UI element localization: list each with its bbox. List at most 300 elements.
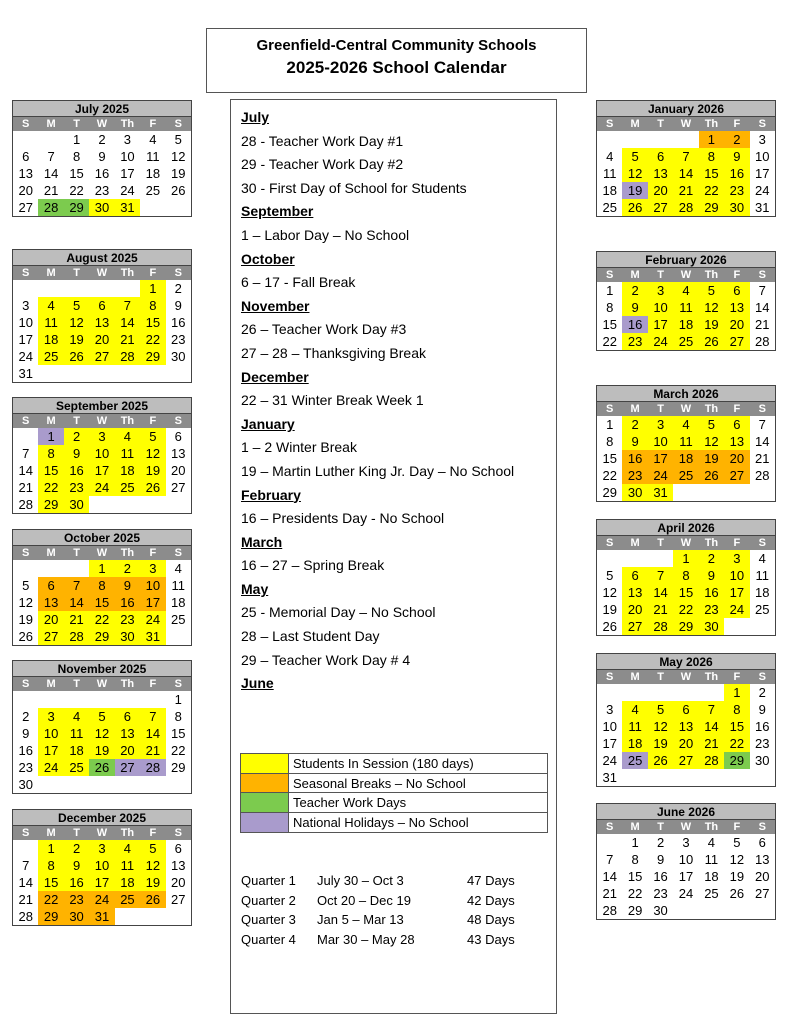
day-cell: 3	[724, 550, 749, 567]
weekday-label: Th	[120, 547, 135, 559]
day-cell: 11	[146, 149, 160, 164]
weekday-label: S	[22, 118, 30, 130]
day-cell: 25	[64, 759, 89, 776]
month-title: June 2026	[597, 804, 775, 820]
empty-day-cell	[64, 280, 89, 297]
weekday-label: T	[657, 821, 664, 833]
month-calendar	[596, 251, 776, 351]
day-cell: 24	[678, 886, 694, 901]
day-cell: 5	[140, 840, 165, 857]
day-cell: 21	[699, 735, 724, 752]
weekday-label: W	[96, 827, 108, 839]
day-cell: 9	[64, 857, 89, 874]
day-cell: 29	[602, 485, 617, 500]
day-cell: 20	[115, 742, 140, 759]
weekday-label: W	[680, 269, 692, 281]
empty-day-cell	[64, 691, 89, 708]
day-cell: 16	[171, 315, 186, 330]
day-cell: 8	[673, 567, 698, 584]
day-cell: 10	[648, 299, 673, 316]
week-row	[13, 776, 191, 793]
day-cell: 31	[18, 366, 33, 381]
empty-day-cell	[115, 908, 140, 925]
week-row	[13, 348, 191, 365]
day-cell: 22	[699, 182, 724, 199]
day-cell: 14	[18, 875, 33, 890]
weekday-label: W	[680, 821, 692, 833]
empty-day-cell	[38, 560, 63, 577]
day-cell: 16	[653, 869, 668, 884]
day-cell: 23	[115, 611, 140, 628]
week-row	[597, 550, 775, 567]
empty-day-cell	[597, 550, 622, 567]
day-cell: 23	[18, 760, 33, 775]
day-cell: 24	[18, 349, 33, 364]
day-cell: 29	[64, 199, 89, 216]
day-cell: 25	[115, 479, 140, 496]
day-cell: 23	[622, 467, 647, 484]
day-cell: 16	[18, 743, 33, 758]
day-cell: 6	[724, 282, 749, 299]
empty-day-cell	[597, 834, 622, 851]
week-row	[13, 759, 191, 776]
empty-day-cell	[166, 365, 191, 382]
day-cell: 12	[602, 585, 617, 600]
empty-day-cell	[38, 365, 63, 382]
empty-day-cell	[166, 908, 191, 925]
day-cell: 1	[174, 692, 182, 707]
day-cell: 4	[149, 132, 157, 147]
day-cell: 27	[38, 628, 63, 645]
week-row	[13, 428, 191, 445]
month-title: April 2026	[597, 520, 775, 536]
weekday-header	[597, 268, 775, 282]
day-cell: 20	[38, 611, 63, 628]
week-row	[13, 280, 191, 297]
quarter-summary	[241, 871, 541, 949]
day-cell: 14	[699, 718, 724, 735]
day-cell: 1	[699, 131, 724, 148]
day-cell: 9	[724, 148, 749, 165]
day-cell: 31	[140, 628, 165, 645]
day-cell: 2	[64, 840, 89, 857]
event-list	[241, 106, 551, 696]
event-item: 27 – 28 – Thanksgiving Break	[241, 344, 426, 361]
weekday-label: Th	[120, 267, 135, 279]
day-cell: 14	[43, 166, 59, 181]
weekday-label: S	[758, 403, 766, 415]
week-row	[597, 433, 775, 450]
quarter-range: Jan 5 – Mar 13	[317, 912, 404, 927]
quarter-row	[241, 930, 541, 950]
event-month-heading: October	[241, 250, 295, 267]
week-row	[13, 577, 191, 594]
day-cell: 5	[22, 578, 30, 593]
event-item: 1 – 2 Winter Break	[241, 439, 357, 456]
quarter-range: July 30 – Oct 3	[317, 873, 404, 888]
day-cell: 27	[755, 886, 770, 901]
weekday-label: F	[733, 269, 741, 281]
month-calendar	[12, 529, 192, 646]
day-cell: 8	[38, 445, 63, 462]
day-cell: 5	[733, 835, 741, 850]
weekday-label: S	[174, 547, 182, 559]
day-cell: 13	[755, 852, 770, 867]
day-cell: 7	[648, 567, 673, 584]
week-row	[13, 742, 191, 759]
day-cell: 6	[648, 148, 673, 165]
week-row	[13, 840, 191, 857]
day-cell: 30	[622, 484, 647, 501]
day-cell: 11	[171, 578, 186, 593]
day-cell: 30	[699, 618, 724, 635]
week-row	[597, 885, 775, 902]
day-cell: 8	[89, 577, 114, 594]
empty-day-cell	[673, 769, 698, 786]
day-cell: 18	[673, 316, 698, 333]
weekday-label: S	[606, 118, 614, 130]
day-cell: 14	[755, 300, 770, 315]
day-cell: 5	[89, 708, 114, 725]
day-cell: 17	[89, 462, 114, 479]
month-calendar	[12, 397, 192, 514]
day-cell: 11	[673, 299, 698, 316]
day-cell: 12	[140, 445, 165, 462]
month-calendar	[596, 385, 776, 502]
month-calendar	[596, 519, 776, 636]
empty-day-cell	[750, 484, 775, 501]
day-cell: 12	[89, 725, 114, 742]
week-row	[13, 891, 191, 908]
day-cell: 22	[602, 334, 617, 349]
week-row	[13, 445, 191, 462]
day-cell: 22	[69, 183, 84, 198]
day-cell: 29	[673, 618, 698, 635]
weekday-label: Th	[704, 537, 719, 549]
day-cell: 3	[758, 132, 766, 147]
week-row	[597, 316, 775, 333]
day-cell: 26	[699, 467, 724, 484]
week-row	[597, 601, 775, 618]
day-cell: 29	[89, 628, 114, 645]
event-month-heading: January	[241, 415, 295, 432]
day-cell: 9	[22, 726, 30, 741]
weekday-header	[597, 536, 775, 550]
week-row	[13, 462, 191, 479]
day-cell: 15	[69, 166, 84, 181]
day-cell: 11	[755, 568, 770, 583]
day-cell: 27	[171, 892, 186, 907]
day-cell: 15	[699, 165, 724, 182]
day-cell: 7	[140, 708, 165, 725]
empty-day-cell	[699, 902, 724, 919]
legend-swatch	[241, 774, 289, 793]
quarter-days: 47 Days	[467, 873, 515, 888]
day-cell: 3	[123, 132, 132, 147]
day-cell: 12	[729, 852, 745, 867]
day-cell: 17	[89, 874, 114, 891]
empty-day-cell	[115, 365, 140, 382]
day-cell: 7	[115, 297, 140, 314]
empty-day-cell	[89, 691, 114, 708]
empty-day-cell	[140, 691, 165, 708]
day-cell: 13	[724, 433, 749, 450]
empty-day-cell	[89, 776, 114, 793]
day-cell: 17	[724, 584, 749, 601]
weekday-header	[597, 402, 775, 416]
day-cell: 9	[656, 852, 665, 867]
day-cell: 19	[140, 874, 165, 891]
empty-day-cell	[166, 628, 191, 645]
weekday-label: T	[73, 267, 80, 279]
day-cell: 28	[38, 199, 63, 216]
day-cell: 22	[38, 479, 63, 496]
day-cell: 16	[64, 462, 89, 479]
weekday-label: T	[657, 537, 664, 549]
empty-day-cell	[699, 769, 724, 786]
week-row	[597, 165, 775, 182]
day-cell: 14	[140, 725, 165, 742]
legend-label: Students In Session (180 days)	[293, 756, 474, 771]
day-cell: 10	[89, 445, 114, 462]
day-cell: 5	[174, 132, 182, 147]
weekday-label: S	[606, 821, 614, 833]
week-row	[13, 691, 191, 708]
day-cell: 13	[622, 584, 647, 601]
day-cell: 11	[64, 725, 89, 742]
week-row	[597, 148, 775, 165]
legend-label: Seasonal Breaks – No School	[293, 775, 466, 791]
day-cell: 18	[115, 462, 140, 479]
quarter-range: Mar 30 – May 28	[317, 931, 415, 947]
empty-day-cell	[115, 691, 140, 708]
day-cell: 16	[622, 450, 647, 467]
day-cell: 15	[602, 317, 617, 332]
day-cell: 1	[72, 132, 81, 147]
day-cell: 5	[622, 148, 647, 165]
empty-day-cell	[648, 769, 673, 786]
day-cell: 11	[704, 852, 719, 867]
weekday-label: S	[174, 267, 182, 279]
day-cell: 10	[724, 567, 749, 584]
day-cell: 17	[648, 450, 673, 467]
day-cell: 8	[724, 701, 749, 718]
week-row	[597, 718, 775, 735]
day-cell: 3	[140, 560, 165, 577]
empty-day-cell	[673, 902, 698, 919]
weekday-label: S	[22, 678, 30, 690]
day-cell: 22	[627, 886, 643, 901]
day-cell: 27	[724, 333, 749, 350]
week-row	[597, 282, 775, 299]
week-row	[597, 131, 775, 148]
day-cell: 8	[606, 434, 614, 449]
day-cell: 7	[22, 446, 30, 461]
week-row	[13, 628, 191, 645]
day-cell: 3	[648, 282, 673, 299]
day-cell: 29	[171, 760, 186, 775]
weekday-label: F	[149, 827, 157, 839]
empty-day-cell	[673, 684, 698, 701]
day-cell: 7	[606, 852, 614, 867]
day-cell: 14	[18, 463, 33, 478]
weekday-header	[13, 414, 191, 428]
day-cell: 13	[171, 858, 186, 873]
event-month-heading: December	[241, 368, 309, 385]
weekday-label: S	[22, 547, 30, 559]
day-cell: 25	[704, 886, 719, 901]
legend-swatch	[241, 754, 289, 773]
empty-day-cell	[724, 618, 749, 635]
week-row	[597, 416, 775, 433]
day-cell: 16	[755, 719, 770, 734]
district-name: Greenfield-Central Community Schools	[256, 37, 537, 54]
empty-day-cell	[89, 496, 114, 513]
event-month-heading: February	[241, 486, 301, 503]
legend-swatch	[241, 793, 289, 812]
day-cell: 15	[140, 314, 165, 331]
day-cell: 5	[140, 428, 165, 445]
day-cell: 29	[627, 903, 643, 918]
day-cell: 18	[64, 742, 89, 759]
day-cell: 22	[171, 743, 186, 758]
day-cell: 15	[724, 718, 749, 735]
day-cell: 29	[699, 199, 724, 216]
day-cell: 18	[115, 874, 140, 891]
day-cell: 7	[64, 577, 89, 594]
day-cell: 12	[64, 314, 89, 331]
event-month-heading: May	[241, 580, 269, 597]
weekday-label: W	[680, 118, 692, 130]
day-cell: 19	[622, 182, 647, 199]
day-cell: 24	[120, 183, 135, 198]
day-cell: 10	[120, 149, 135, 164]
day-cell: 1	[140, 280, 165, 297]
weekday-label: Th	[120, 827, 135, 839]
week-row	[13, 331, 191, 348]
weekday-label: W	[680, 537, 692, 549]
day-cell: 12	[140, 857, 165, 874]
event-item: 1 – Labor Day – No School	[241, 226, 410, 243]
week-row	[597, 567, 775, 584]
day-cell: 30	[64, 908, 89, 925]
day-cell: 7	[47, 149, 55, 164]
day-cell: 21	[673, 182, 698, 199]
day-cell: 23	[94, 183, 110, 198]
month-title: January 2026	[597, 101, 775, 117]
empty-day-cell	[622, 684, 647, 701]
day-cell: 14	[64, 594, 89, 611]
empty-day-cell	[64, 560, 89, 577]
quarter-name: Quarter 1	[241, 873, 296, 888]
empty-day-cell	[622, 550, 647, 567]
week-row	[13, 365, 191, 382]
month-calendar	[12, 660, 192, 794]
day-cell: 16	[699, 584, 724, 601]
weekday-label: S	[606, 671, 614, 683]
day-cell: 9	[115, 577, 140, 594]
events-panel	[230, 99, 557, 1014]
day-cell: 6	[758, 835, 766, 850]
week-row	[597, 735, 775, 752]
day-cell: 27	[171, 480, 186, 495]
empty-day-cell	[750, 618, 775, 635]
day-cell: 16	[622, 316, 647, 333]
empty-day-cell	[648, 684, 673, 701]
quarter-row	[241, 871, 541, 891]
day-cell: 30	[64, 496, 89, 513]
weekday-label: S	[606, 537, 614, 549]
day-cell: 22	[673, 601, 698, 618]
day-cell: 15	[627, 869, 643, 884]
day-cell: 27	[18, 200, 33, 215]
day-cell: 25	[673, 333, 698, 350]
day-cell: 3	[682, 835, 690, 850]
day-cell: 27	[622, 618, 647, 635]
day-cell: 24	[89, 891, 114, 908]
day-cell: 3	[38, 708, 63, 725]
event-month-heading: September	[241, 203, 314, 220]
day-cell: 27	[724, 467, 749, 484]
day-cell: 28	[755, 468, 770, 483]
day-cell: 23	[699, 601, 724, 618]
weekday-label: S	[174, 415, 182, 427]
day-cell: 20	[755, 869, 770, 884]
weekday-label: S	[758, 537, 766, 549]
day-cell: 24	[140, 611, 165, 628]
weekday-label: W	[680, 671, 692, 683]
quarter-name: Quarter 2	[241, 892, 296, 908]
day-cell: 5	[648, 701, 673, 718]
day-cell: 12	[622, 165, 647, 182]
quarter-days: 43 Days	[467, 931, 515, 947]
week-row	[13, 479, 191, 496]
month-calendar	[12, 809, 192, 926]
week-row	[13, 611, 191, 628]
empty-day-cell	[115, 280, 140, 297]
day-cell: 30	[755, 753, 770, 768]
day-cell: 15	[38, 874, 63, 891]
weekday-label: M	[630, 537, 640, 549]
day-cell: 21	[115, 331, 140, 348]
weekday-label: W	[96, 415, 108, 427]
day-cell: 22	[140, 331, 165, 348]
quarter-row	[241, 910, 541, 930]
weekday-header	[597, 820, 775, 834]
weekday-label: W	[96, 118, 108, 130]
day-cell: 19	[171, 166, 186, 181]
weekday-label: W	[96, 547, 108, 559]
week-row	[13, 496, 191, 513]
day-cell: 20	[89, 331, 114, 348]
day-cell: 11	[673, 433, 698, 450]
day-cell: 8	[174, 709, 182, 724]
day-cell: 22	[38, 891, 63, 908]
empty-day-cell	[724, 769, 749, 786]
day-cell: 2	[115, 560, 140, 577]
day-cell: 29	[724, 752, 749, 769]
weekday-label: T	[657, 269, 664, 281]
empty-day-cell	[724, 484, 749, 501]
day-cell: 26	[602, 619, 617, 634]
weekday-label: Th	[704, 403, 719, 415]
month-title: December 2025	[13, 810, 191, 826]
day-cell: 7	[699, 701, 724, 718]
day-cell: 30	[653, 903, 668, 918]
day-cell: 16	[64, 874, 89, 891]
quarter-name: Quarter 3	[241, 912, 296, 927]
empty-day-cell	[597, 131, 622, 148]
